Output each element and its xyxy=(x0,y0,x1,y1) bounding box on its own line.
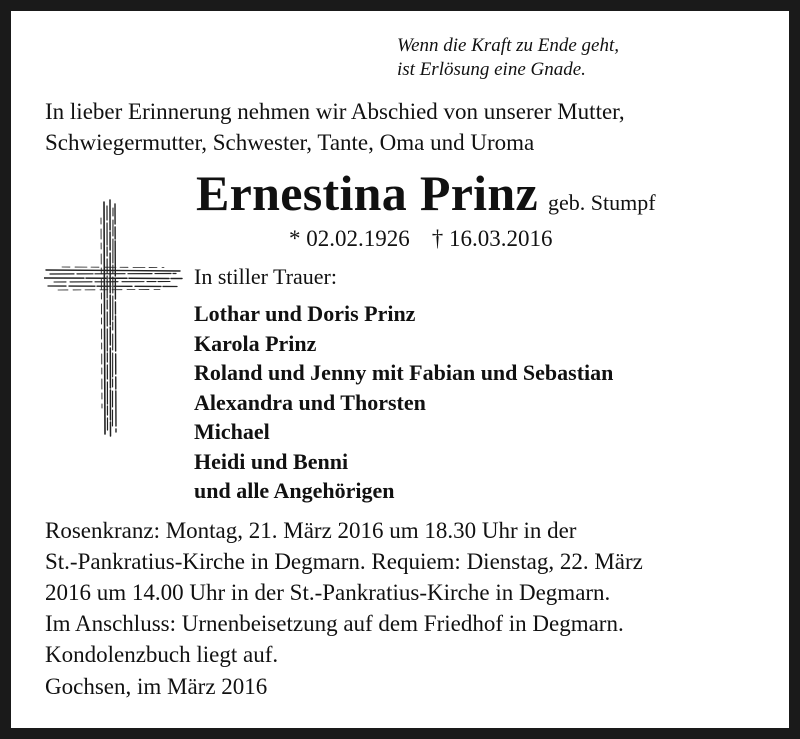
birth-date: * 02.02.1926 xyxy=(289,226,410,251)
list-item: Heidi und Benni xyxy=(194,448,349,474)
deceased-name: Ernestina Prinz xyxy=(196,165,538,221)
place-and-date: Gochsen, im März 2016 xyxy=(45,674,268,699)
maiden-name: geb. Stumpf xyxy=(547,190,656,215)
service-details xyxy=(45,515,643,670)
list-item: Roland und Jenny mit Fabian und Sebastian xyxy=(194,360,614,385)
deceased-heading xyxy=(196,164,656,222)
quote-line: ist Erlösung eine Gnade. xyxy=(397,59,586,80)
list-item: und alle Angehörigen xyxy=(194,478,395,503)
details-line: St.-Pankratius-Kirche in Degmarn. Requiem: Dienstag, 22. März xyxy=(45,549,643,574)
intro-text xyxy=(45,96,625,158)
epigraph-quote xyxy=(397,34,619,82)
life-dates xyxy=(289,226,553,252)
quote-line: Wenn die Kraft zu Ende geht, xyxy=(397,35,619,56)
intro-line: In lieber Erinnerung nehmen wir Abschied von unserer Mutter, xyxy=(45,99,625,124)
details-line: Rosenkranz: Montag, 21. März 2016 um 18.30 Uhr in der xyxy=(45,518,577,543)
list-item: Lothar und Doris Prinz xyxy=(194,301,416,326)
hand-drawn-cross-icon xyxy=(44,198,184,438)
list-item: Karola Prinz xyxy=(194,330,317,356)
details-line: 2016 um 14.00 Uhr in der St.-Pankratius-Kirche in Degmarn. xyxy=(45,580,611,605)
mourning-label: In stiller Trauer: xyxy=(194,264,337,289)
details-line: Kondolenzbuch liegt auf. xyxy=(45,642,279,667)
mourners-list xyxy=(194,299,613,506)
list-item: Michael xyxy=(194,419,270,444)
death-date: † 16.03.2016 xyxy=(431,226,553,251)
intro-line: Schwiegermutter, Schwester, Tante, Oma und Uroma xyxy=(45,130,535,155)
list-item: Alexandra und Thorsten xyxy=(194,389,426,415)
details-line: Im Anschluss: Urnenbeisetzung auf dem Friedhof in Degmarn. xyxy=(45,611,624,636)
